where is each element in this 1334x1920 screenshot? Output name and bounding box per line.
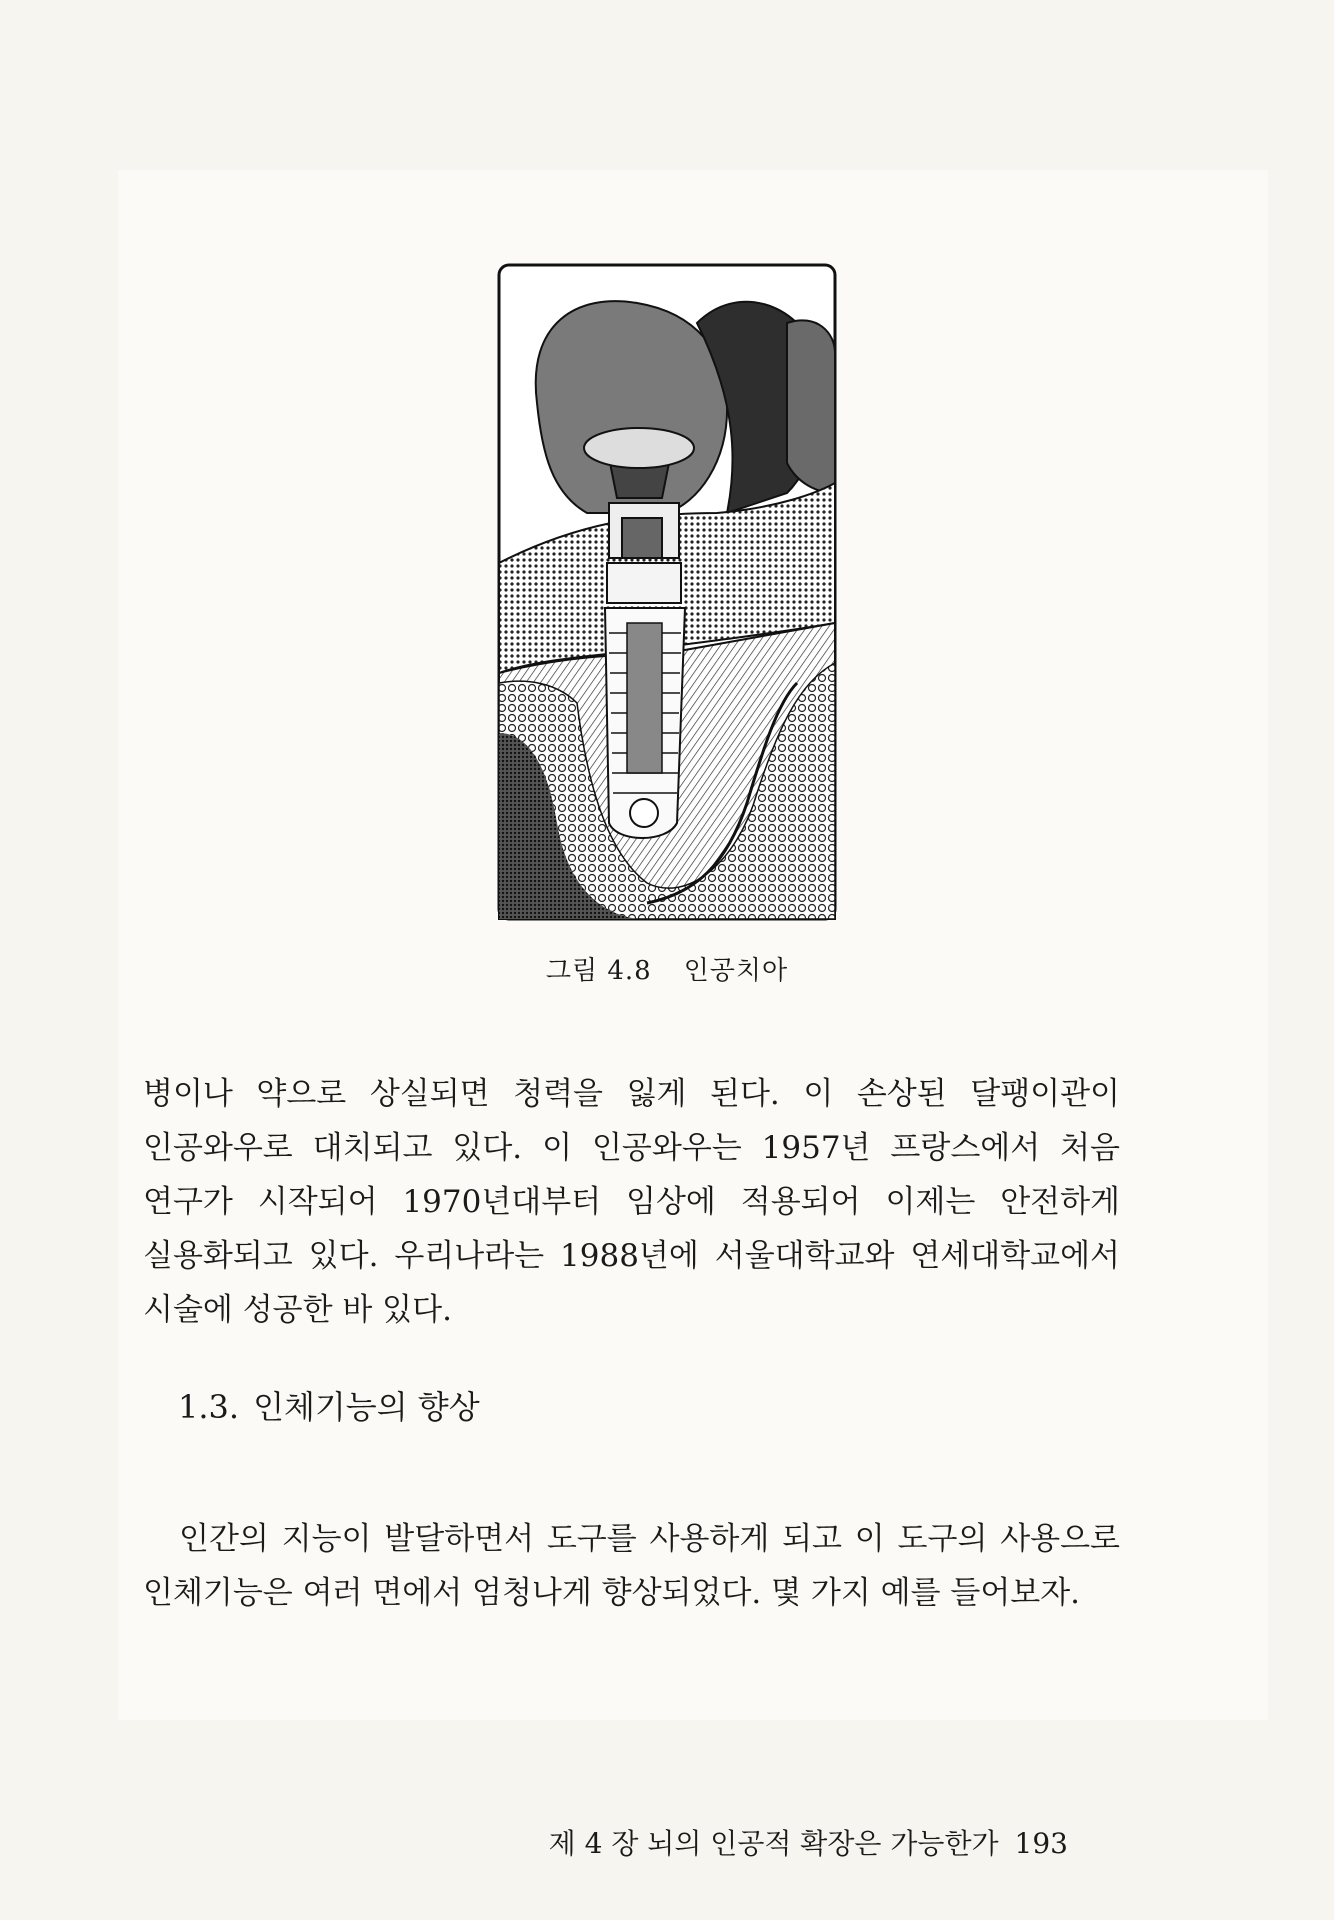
- dental-implant-illustration: [497, 263, 837, 921]
- body-paragraph-1: 병이나 약으로 상실되면 청력을 잃게 된다. 이 손상된 달팽이관이 인공와우로 대치되고 있다. 이 인공와우는 1957년 프랑스에서 처음 연구가 시작되어 1970년대부터 임상에 적용되어 이제는 안전하게 실용화되고 있다. 우리나라는 1988년에 서울대학교와 연세대학교에서 시술에 성공한 바 있다.: [143, 1076, 1120, 1328]
- chapter-title: 제 4 장 뇌의 인공적 확장은 가능한가: [548, 1827, 999, 1860]
- page-footer: [0, 1822, 1068, 1862]
- section-number: 1.3.: [178, 1388, 240, 1426]
- figure-title: 인공치아: [683, 956, 789, 986]
- figure-caption: [0, 950, 1334, 987]
- section-title: 인체기능의 향상: [253, 1388, 480, 1426]
- section-heading: [178, 1382, 494, 1428]
- body-paragraph-2: 인간의 지능이 발달하면서 도구를 사용하게 되고 이 도구의 사용으로 인체기능은 여러 면에서 엄청나게 향상되었다. 몇 가지 예를 들어보자.: [143, 1521, 1120, 1611]
- figure-label: 그림 4.8: [545, 956, 652, 986]
- page-number: 193: [1014, 1827, 1068, 1860]
